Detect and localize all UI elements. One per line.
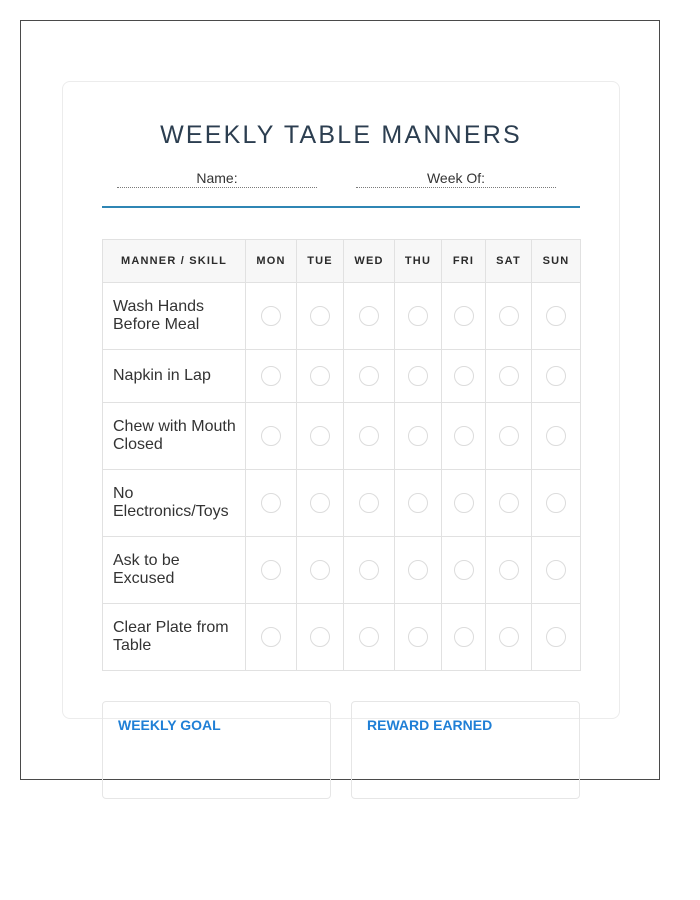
check-cell (246, 283, 297, 350)
check-circle-icon[interactable] (359, 493, 379, 513)
day-header-sat: SAT (486, 240, 532, 283)
check-cell (344, 283, 395, 350)
table-row (103, 350, 581, 403)
check-circle-icon[interactable] (408, 426, 428, 446)
check-circle-icon[interactable] (499, 426, 519, 446)
check-cell (442, 283, 486, 350)
check-circle-icon[interactable] (408, 306, 428, 326)
check-circle-icon[interactable] (408, 493, 428, 513)
day-header-sun: SUN (532, 240, 581, 283)
check-cell (297, 350, 344, 403)
check-cell (395, 283, 442, 350)
weekly-goal-title: WEEKLY GOAL (118, 717, 221, 733)
check-circle-icon[interactable] (310, 627, 330, 647)
check-circle-icon[interactable] (310, 493, 330, 513)
check-circle-icon[interactable] (261, 306, 281, 326)
check-cell (246, 403, 297, 470)
check-circle-icon[interactable] (454, 560, 474, 580)
check-cell (395, 604, 442, 671)
check-circle-icon[interactable] (499, 560, 519, 580)
check-circle-icon[interactable] (499, 366, 519, 386)
check-cell (395, 350, 442, 403)
check-cell (344, 350, 395, 403)
check-circle-icon[interactable] (454, 627, 474, 647)
skill-label: Wash Hands Before Meal (103, 283, 246, 350)
day-header-fri: FRI (442, 240, 486, 283)
check-circle-icon[interactable] (454, 493, 474, 513)
check-circle-icon[interactable] (310, 426, 330, 446)
check-cell (532, 283, 581, 350)
weekly-goal-box[interactable] (102, 701, 331, 799)
check-cell (395, 537, 442, 604)
skill-label: Clear Plate from Table (103, 604, 246, 671)
check-cell (532, 403, 581, 470)
reward-earned-box[interactable] (351, 701, 580, 799)
check-cell (486, 537, 532, 604)
day-header-wed: WED (344, 240, 395, 283)
check-cell (532, 470, 581, 537)
check-circle-icon[interactable] (408, 627, 428, 647)
check-circle-icon[interactable] (499, 493, 519, 513)
check-cell (297, 604, 344, 671)
check-cell (486, 350, 532, 403)
check-cell (442, 537, 486, 604)
check-circle-icon[interactable] (408, 366, 428, 386)
check-circle-icon[interactable] (546, 306, 566, 326)
skill-column-header: MANNER / SKILL (103, 240, 246, 283)
check-circle-icon[interactable] (261, 426, 281, 446)
table-row (103, 604, 581, 671)
check-cell (532, 604, 581, 671)
check-cell (297, 537, 344, 604)
check-cell (344, 403, 395, 470)
check-cell (246, 604, 297, 671)
check-circle-icon[interactable] (454, 306, 474, 326)
skill-label: Ask to be Excused (103, 537, 246, 604)
check-circle-icon[interactable] (359, 306, 379, 326)
check-cell (344, 604, 395, 671)
check-circle-icon[interactable] (310, 366, 330, 386)
reward-earned-title: REWARD EARNED (367, 717, 493, 733)
check-cell (532, 350, 581, 403)
check-circle-icon[interactable] (546, 627, 566, 647)
manners-table (102, 239, 581, 671)
week-of-field[interactable]: Week Of: (356, 170, 556, 188)
check-circle-icon[interactable] (546, 426, 566, 446)
day-header-mon: MON (246, 240, 297, 283)
check-cell (246, 350, 297, 403)
check-cell (344, 470, 395, 537)
check-circle-icon[interactable] (499, 306, 519, 326)
check-circle-icon[interactable] (408, 560, 428, 580)
check-circle-icon[interactable] (359, 366, 379, 386)
check-cell (486, 604, 532, 671)
table-row (103, 470, 581, 537)
check-circle-icon[interactable] (359, 560, 379, 580)
check-cell (442, 470, 486, 537)
check-cell (297, 470, 344, 537)
skill-label: Napkin in Lap (103, 350, 246, 403)
check-cell (486, 283, 532, 350)
check-cell (395, 403, 442, 470)
check-cell (486, 470, 532, 537)
chart-title: WEEKLY TABLE MANNERS (160, 121, 522, 149)
check-circle-icon[interactable] (499, 627, 519, 647)
table-row (103, 403, 581, 470)
check-cell (246, 470, 297, 537)
check-circle-icon[interactable] (546, 493, 566, 513)
check-cell (395, 470, 442, 537)
header-divider (102, 206, 580, 208)
check-circle-icon[interactable] (454, 366, 474, 386)
skill-label: Chew with Mouth Closed (103, 403, 246, 470)
check-circle-icon[interactable] (261, 493, 281, 513)
check-circle-icon[interactable] (261, 366, 281, 386)
check-cell (442, 350, 486, 403)
table-row (103, 283, 581, 350)
check-circle-icon[interactable] (261, 560, 281, 580)
name-field[interactable]: Name: (117, 170, 317, 188)
check-circle-icon[interactable] (261, 627, 281, 647)
check-cell (297, 283, 344, 350)
check-circle-icon[interactable] (546, 560, 566, 580)
check-cell (297, 403, 344, 470)
day-header-thu: THU (395, 240, 442, 283)
check-cell (246, 537, 297, 604)
check-circle-icon[interactable] (546, 366, 566, 386)
table-row (103, 537, 581, 604)
check-cell (442, 403, 486, 470)
check-cell (344, 537, 395, 604)
table-header-row (103, 240, 581, 283)
check-circle-icon[interactable] (310, 560, 330, 580)
check-circle-icon[interactable] (310, 306, 330, 326)
day-header-tue: TUE (297, 240, 344, 283)
check-cell (532, 537, 581, 604)
check-cell (442, 604, 486, 671)
check-circle-icon[interactable] (359, 627, 379, 647)
check-circle-icon[interactable] (454, 426, 474, 446)
check-circle-icon[interactable] (359, 426, 379, 446)
check-cell (486, 403, 532, 470)
skill-label: No Electronics/Toys (103, 470, 246, 537)
